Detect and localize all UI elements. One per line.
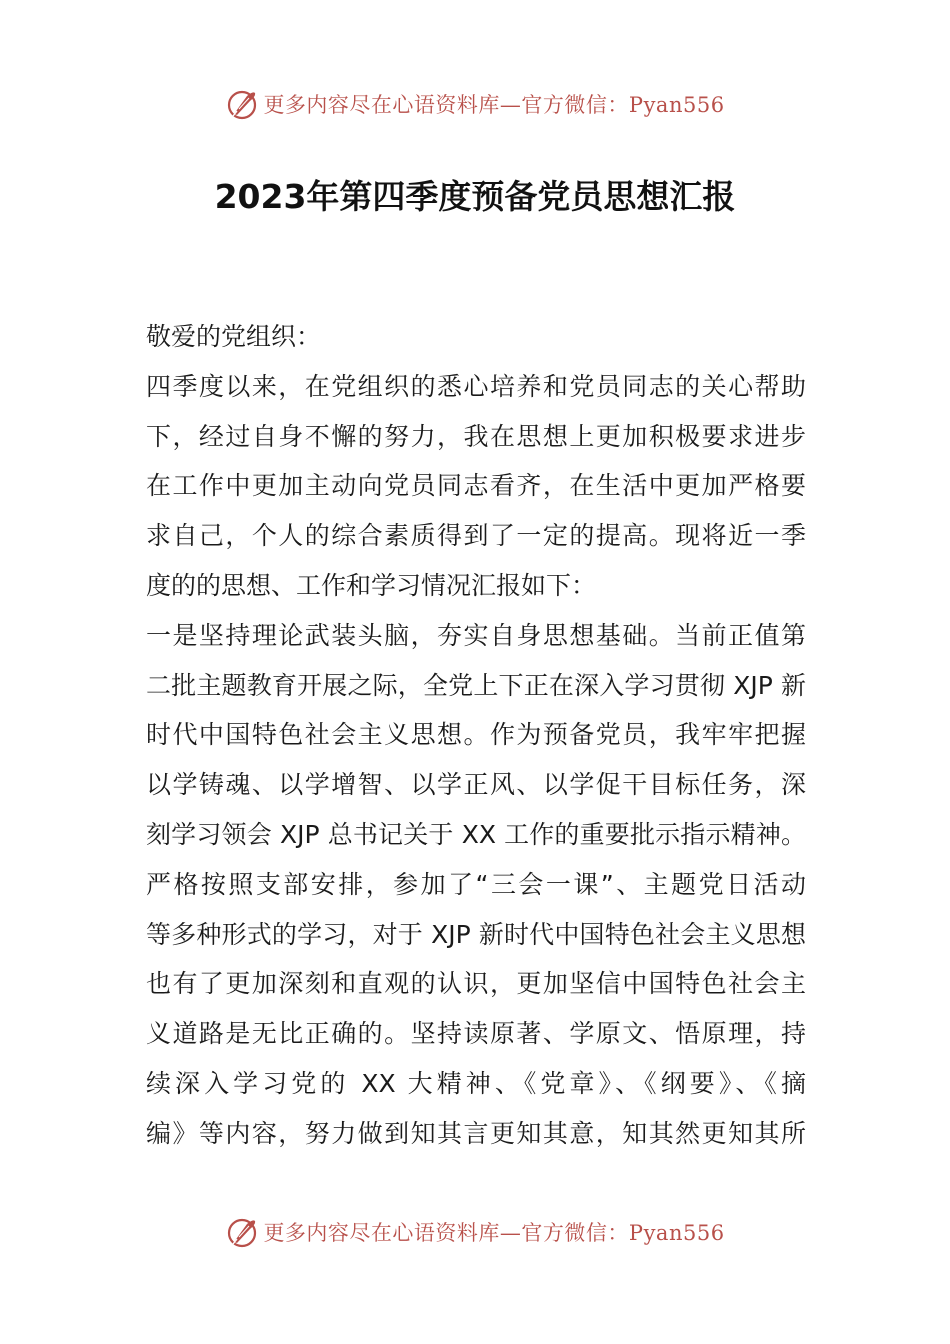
header-watermark	[0, 84, 950, 124]
quill-logo-icon	[225, 87, 259, 121]
paragraph-line: 等多种形式的学习，对于 XJP 新时代中国特色社会主义思想	[146, 919, 806, 949]
document-body	[146, 312, 806, 1159]
watermark-text: 更多内容尽在心语资料库—官方微信：Pyan556	[263, 93, 725, 117]
paragraph-line: 求自己，个人的综合素质得到了一定的提高。现将近一季	[146, 521, 806, 551]
paragraph-line: 续深入学习党的 XX 大精神、《党章》、《纲要》、《摘	[146, 1068, 806, 1098]
paragraph-line: 义道路是无比正确的。坚持读原著、学原文、悟原理，持	[146, 1019, 806, 1049]
paragraph-line: 以学铸魂、以学增智、以学正风、以学促干目标任务，深	[146, 770, 806, 800]
watermark-text: 更多内容尽在心语资料库—官方微信：Pyan556	[263, 1221, 725, 1245]
paragraph-line: 严格按照支部安排，参加了“三会一课”、主题党日活动	[146, 869, 806, 899]
paragraph-line: 编》等内容，努力做到知其言更知其意，知其然更知其所	[146, 1118, 806, 1148]
footer-watermark	[0, 1212, 950, 1252]
document-title: 2023年第四季度预备党员思想汇报	[214, 177, 736, 216]
paragraph-line: 二批主题教育开展之际，全党上下正在深入学习贯彻 XJP 新	[146, 670, 806, 700]
paragraph-line: 也有了更加深刻和直观的认识，更加坚信中国特色社会主	[146, 969, 806, 999]
paragraph-line: 敬爱的党组织：	[146, 322, 322, 351]
paragraph-line: 刻学习领会 XJP 总书记关于 XX 工作的重要批示指示精神。	[146, 819, 806, 849]
quill-logo-icon	[225, 1215, 259, 1249]
paragraph-line: 度的的思想、工作和学习情况汇报如下：	[146, 570, 597, 600]
paragraph-line: 下，经过自身不懈的努力，我在思想上更加积极要求进步	[146, 421, 806, 451]
paragraph-line: 一是坚持理论武装头脑，夯实自身思想基础。当前正值第	[146, 620, 806, 650]
paragraph-line: 时代中国特色社会主义思想。作为预备党员，我牢牢把握	[146, 720, 806, 750]
paragraph-line: 四季度以来，在党组织的悉心培养和党员同志的关心帮助	[146, 371, 806, 401]
paragraph-line: 在工作中更加主动向党员同志看齐，在生活中更加严格要	[146, 471, 806, 501]
